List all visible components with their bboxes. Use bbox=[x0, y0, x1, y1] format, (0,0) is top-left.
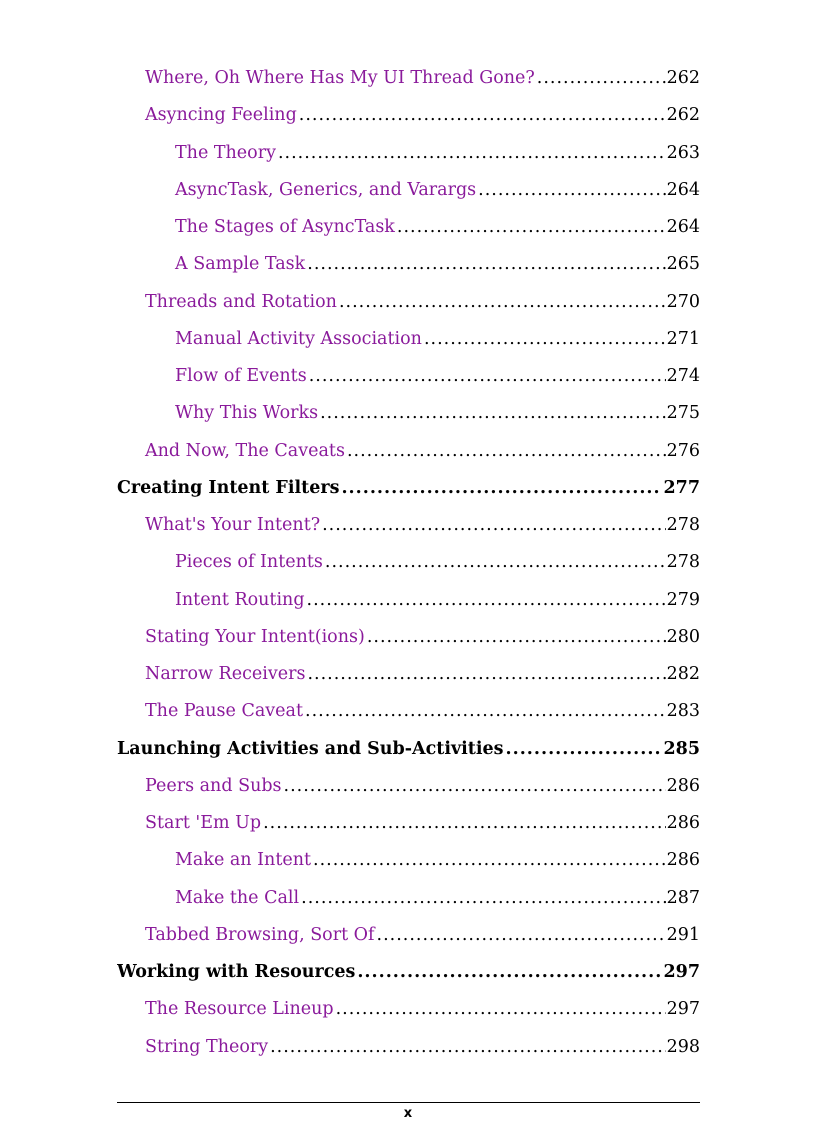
toc-entry[interactable] bbox=[117, 135, 700, 172]
toc-chapter-title: Creating Intent Filters bbox=[117, 477, 340, 498]
toc-entry[interactable] bbox=[117, 805, 700, 842]
dot-leader bbox=[336, 991, 666, 1028]
toc-entry[interactable] bbox=[117, 246, 700, 283]
dot-leader bbox=[424, 321, 666, 358]
dot-leader bbox=[284, 768, 666, 805]
toc-entry[interactable] bbox=[117, 582, 700, 619]
toc-entry-title: Manual Activity Association bbox=[175, 328, 422, 349]
toc-entry[interactable] bbox=[117, 321, 700, 358]
toc-entry-page: 282 bbox=[666, 664, 700, 684]
toc-entry-page: 286 bbox=[666, 813, 700, 833]
footer-divider bbox=[117, 1102, 700, 1103]
toc-entry-title: String Theory bbox=[145, 1036, 269, 1057]
toc-entry-title: Tabbed Browsing, Sort Of bbox=[145, 924, 375, 945]
toc-entry-title: Flow of Events bbox=[175, 366, 307, 386]
toc-entry-title: Start 'Em Up bbox=[145, 813, 262, 833]
toc-entry[interactable] bbox=[117, 991, 700, 1028]
toc-entry-page: 270 bbox=[666, 291, 700, 312]
toc-entry-title: Make an Intent bbox=[175, 850, 312, 871]
toc-entry[interactable] bbox=[117, 656, 700, 693]
toc-entry-title: And Now, The Caveats bbox=[145, 440, 345, 461]
dot-leader bbox=[357, 954, 662, 991]
toc-entry-page: 283 bbox=[666, 701, 700, 722]
dot-leader bbox=[377, 917, 666, 954]
dot-leader bbox=[307, 246, 665, 283]
page-number: x bbox=[403, 1106, 413, 1121]
toc-entry-title: A Sample Task bbox=[175, 254, 306, 275]
toc-entry-title: The Theory bbox=[175, 142, 276, 163]
dot-leader bbox=[341, 470, 662, 507]
dot-leader bbox=[322, 507, 665, 544]
toc-entry[interactable] bbox=[117, 693, 700, 730]
toc-entry[interactable] bbox=[117, 544, 700, 581]
toc-entry-title: Threads and Rotation bbox=[145, 291, 337, 312]
toc-entry-title: Stating Your Intent(ions) bbox=[145, 626, 365, 647]
toc-entry-title: Intent Routing bbox=[175, 589, 305, 610]
dot-leader bbox=[537, 60, 666, 97]
toc-entry-page: 278 bbox=[666, 552, 700, 573]
toc-entry-page: 287 bbox=[666, 887, 700, 908]
toc-entry-title: What's Your Intent? bbox=[145, 515, 321, 535]
toc-chapter-entry[interactable] bbox=[117, 954, 700, 991]
toc-entry-title: Narrow Receivers bbox=[145, 664, 306, 684]
dot-leader bbox=[299, 97, 666, 134]
dot-leader bbox=[367, 619, 666, 656]
toc-chapter-title: Working with Resources bbox=[117, 962, 356, 982]
toc-entry[interactable] bbox=[117, 172, 700, 209]
toc-entry-page: 263 bbox=[666, 142, 700, 163]
dot-leader bbox=[339, 284, 666, 321]
toc-entry-page: 286 bbox=[666, 775, 700, 796]
toc-chapter-page: 297 bbox=[663, 962, 700, 982]
toc-entry-page: 297 bbox=[666, 999, 700, 1020]
toc-entry-title: Asyncing Feeling bbox=[145, 105, 297, 126]
toc-entry-title: Make the Call bbox=[175, 887, 300, 908]
toc-entry-page: 279 bbox=[666, 589, 700, 610]
toc-entry-title: The Stages of AsyncTask bbox=[175, 217, 395, 237]
toc-entry[interactable] bbox=[117, 433, 700, 470]
toc-entry[interactable] bbox=[117, 97, 700, 134]
toc-entry-page: 278 bbox=[666, 515, 700, 535]
toc-entry-page: 276 bbox=[666, 440, 700, 461]
toc-entry-title: Peers and Subs bbox=[145, 775, 282, 796]
toc-entry-page: 264 bbox=[666, 179, 700, 200]
toc-entry-title: Where, Oh Where Has My UI Thread Gone? bbox=[145, 68, 535, 88]
toc-entry-title: Why This Works bbox=[175, 403, 319, 424]
toc-entry-title: AsyncTask, Generics, and Varargs bbox=[175, 179, 477, 200]
toc-entry-page: 274 bbox=[666, 366, 700, 386]
dot-leader bbox=[307, 656, 665, 693]
dot-leader bbox=[506, 731, 663, 768]
toc-entry[interactable] bbox=[117, 880, 700, 917]
toc-entry[interactable] bbox=[117, 619, 700, 656]
toc-entry-page: 275 bbox=[666, 403, 700, 424]
toc-entry-page: 291 bbox=[666, 924, 700, 945]
toc-chapter-title: Launching Activities and Sub-Activities bbox=[117, 738, 504, 759]
toc-chapter-entry[interactable] bbox=[117, 470, 700, 507]
toc-chapter-entry[interactable] bbox=[117, 731, 700, 768]
dot-leader bbox=[347, 433, 666, 470]
toc-chapter-page: 285 bbox=[663, 738, 700, 759]
toc-entry-page: 264 bbox=[666, 217, 700, 237]
toc-entry-page: 271 bbox=[666, 328, 700, 349]
dot-leader bbox=[309, 358, 666, 395]
toc-entry-title: The Resource Lineup bbox=[145, 999, 334, 1020]
toc-entry-page: 286 bbox=[666, 850, 700, 871]
dot-leader bbox=[278, 135, 666, 172]
toc-entry[interactable] bbox=[117, 842, 700, 879]
toc-entry[interactable] bbox=[117, 395, 700, 432]
toc-entry-page: 265 bbox=[666, 254, 700, 275]
dot-leader bbox=[478, 172, 665, 209]
dot-leader bbox=[301, 880, 665, 917]
toc-entry[interactable] bbox=[117, 209, 700, 246]
toc-entry-page: 280 bbox=[666, 626, 700, 647]
toc-chapter-page: 277 bbox=[663, 477, 700, 498]
table-of-contents bbox=[117, 60, 700, 1066]
dot-leader bbox=[320, 395, 666, 432]
toc-entry[interactable] bbox=[117, 358, 700, 395]
dot-leader bbox=[307, 582, 666, 619]
toc-entry-page: 298 bbox=[666, 1036, 700, 1057]
toc-entry[interactable] bbox=[117, 917, 700, 954]
toc-entry[interactable] bbox=[117, 60, 700, 97]
dot-leader bbox=[397, 209, 666, 246]
toc-entry[interactable] bbox=[117, 1029, 700, 1066]
toc-entry-page: 262 bbox=[666, 68, 700, 88]
dot-leader bbox=[270, 1029, 665, 1066]
toc-entry-title: The Pause Caveat bbox=[145, 701, 303, 722]
toc-entry-page: 262 bbox=[666, 105, 700, 126]
toc-entry[interactable] bbox=[117, 284, 700, 321]
toc-entry-title: Pieces of Intents bbox=[175, 552, 323, 573]
dot-leader bbox=[263, 805, 665, 842]
dot-leader bbox=[325, 544, 666, 581]
dot-leader bbox=[313, 842, 666, 879]
dot-leader bbox=[305, 693, 666, 730]
toc-entry[interactable] bbox=[117, 768, 700, 805]
toc-entry[interactable] bbox=[117, 507, 700, 544]
